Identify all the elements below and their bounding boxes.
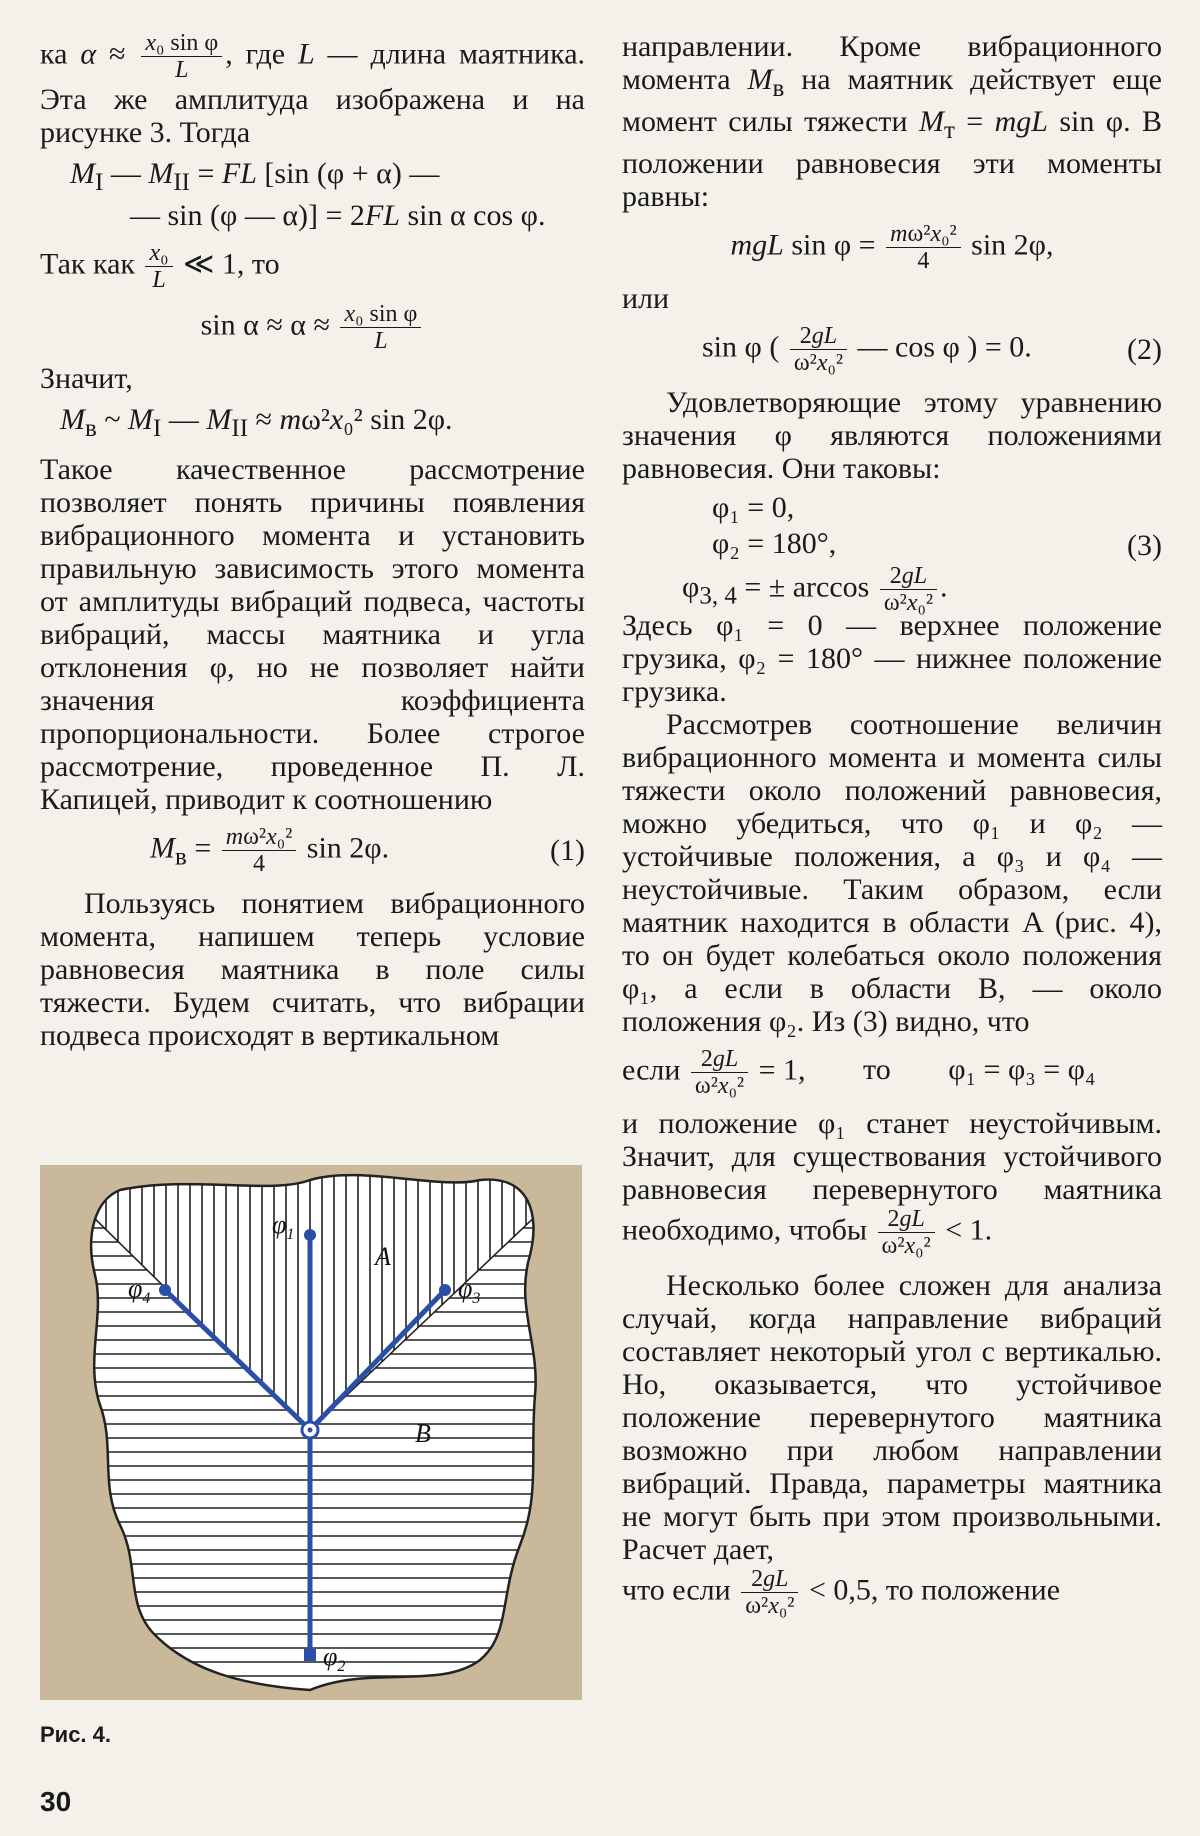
paragraph-neskolko: Несколько более сложен для анализа случай, когда направление вибраций составляет некоторый угол с вертикалью. Но, оказывается, что устойчивое положение перевернутого маятника возможно при любом направлении вибраций. Правда, параметры маятника не могут быть при этом произвольными. Расчет дает, <box>622 1269 1162 1566</box>
pivot-center <box>308 1428 313 1433</box>
paragraph-chto-esli: что если $\frac{2gL}{\text{ω²x₀²}}$ < 0,5, то положение <box>622 1566 1061 1619</box>
equation-1: $M_в$ = $\frac{\text{mω²x₀²}}{4}$ sin 2φ. (1) <box>150 824 585 877</box>
label-region-b: B <box>415 1419 431 1448</box>
label-phi2: $\varphi_2$ <box>323 1642 346 1675</box>
left-column <box>40 30 585 1052</box>
paragraph-i-polozhenie: и положение φ₁ станет неустойчивым. Значит, для существования устойчивого равновесия перевернутого маятника необходимо, чтобы $\frac{2gL}{\text{ω²x₀²}}$ < 1. <box>622 1107 1162 1259</box>
page-number: 30 <box>40 1786 72 1817</box>
paragraph-kachestvennoe: Такое качественное рассмотрение позволяет понять причины появления вибрационного момента и установить правильную зависимость этого момента от амплитуды вибраций подвеса, частоты вибраций, массы маятника и угла отклонения φ, но не позволяет найти значения коэффициента пропорциональности. Более строгое рассмотрение, проведенное П. Л. Капицей, приводит к соотношению <box>40 453 585 816</box>
equation-3: φ₁ = 0, φ₂ = 180°, $\varphi_{3, 4}$ = ± arccos $\frac{2gL}{\text{ω²x₀²}}$ . (3) <box>682 491 1162 616</box>
bob-phi3 <box>439 1284 451 1296</box>
equation-mv-approx: $M_в$ ~ $M_I$ — $M_{II} \approx m\omega^2x_0^2$ sin 2φ. <box>60 403 453 442</box>
label-phi4: $\varphi_4$ <box>128 1274 151 1307</box>
paragraph-zdes: Здесь φ₁ = 0 — верхнее положение грузика, φ₂ = 180° — нижнее положение грузика. <box>622 609 1162 708</box>
paragraph-tak-kak: Так как $\frac{\text{x₀}}{L}$ ≪ 1, то <box>40 240 280 293</box>
fraction-alpha: $\frac{\text{x₀ sin φ}}{L}$ <box>141 30 222 83</box>
equation-3-number: (3) <box>1127 528 1162 562</box>
equation-esli: если $\frac{2gL}{\text{ω²x₀²}}$ = 1, то φ₁ = φ₃ = φ₄ <box>622 1046 1096 1099</box>
paragraph-udovletvoryayushchie: Удовлетворяющие этому уравнению значения φ являются положениями равновесия. Они таковы: <box>622 386 1162 485</box>
bob-phi4 <box>159 1284 171 1296</box>
equation-1-number: (1) <box>550 834 585 867</box>
figure-svg <box>40 1165 582 1700</box>
equation-balance: mgL sin φ = $\frac{\text{mω²x₀²}}{4}$ sin 2φ, <box>730 221 1054 274</box>
paragraph-ili: или <box>622 282 670 315</box>
figure-pendulum-regions <box>40 1165 582 1700</box>
figure-caption: Рис. 4. <box>40 1722 112 1747</box>
equation-sin-alpha: sin α ≈ α ≈ $\frac{\text{x₀ sin φ}}{L}$ <box>40 301 585 354</box>
label-region-a: A <box>375 1242 391 1271</box>
bob-phi2 <box>304 1649 316 1661</box>
bob-phi1 <box>304 1229 316 1241</box>
paragraph-polzuyas: Пользуясь понятием вибрационного момента, напишем теперь условие равновесия маятника в поле силы тяжести. Будем считать, что вибрации подвеса происходят в вертикальном <box>40 887 585 1052</box>
equation-moment-diff: $M_I$ — $M_{II}$ = FL [sin (φ + α) — — sin (φ — α)] = 2FL sin α cos φ. <box>70 157 546 232</box>
equation-2: sin φ ( $\frac{2gL}{\text{ω²x₀²}}$ — cos φ ) = 0. (2) <box>702 323 1162 376</box>
equation-2-number: (2) <box>1127 333 1162 366</box>
paragraph-znachit: Значит, <box>40 362 133 395</box>
right-column <box>622 30 1162 1619</box>
label-phi3: $\varphi_3$ <box>458 1274 481 1307</box>
paragraph-rassmotrev: Рассмотрев соотношение величин вибрационного момента и момента силы тяжести около положений равновесия, можно убедиться, что φ₁ и φ₂ — устойчивые положения, а φ₃ и φ₄ — неустойчивые. Таким образом, если маятник находится в области A (рис. 4), то он будет колебаться около положения φ₁, а если в области B, — около положения φ₂. Из (3) видно, что <box>622 708 1162 1038</box>
label-phi1: $\varphi_1$ <box>272 1210 295 1243</box>
paragraph-alpha: ка α ≈ $\frac{\text{x₀ sin φ}}{L}$ , где L — длина маятника. Эта же амплитуда изображена и на рисунке 3. Тогда <box>40 30 586 149</box>
paragraph-napravlenii: направлении. Кроме вибрационного момента $M_в$ на маятник действует еще момент силы тяжести $M_т$ = mgL sin φ. В положении равновесия эти моменты равны: <box>622 30 1163 213</box>
